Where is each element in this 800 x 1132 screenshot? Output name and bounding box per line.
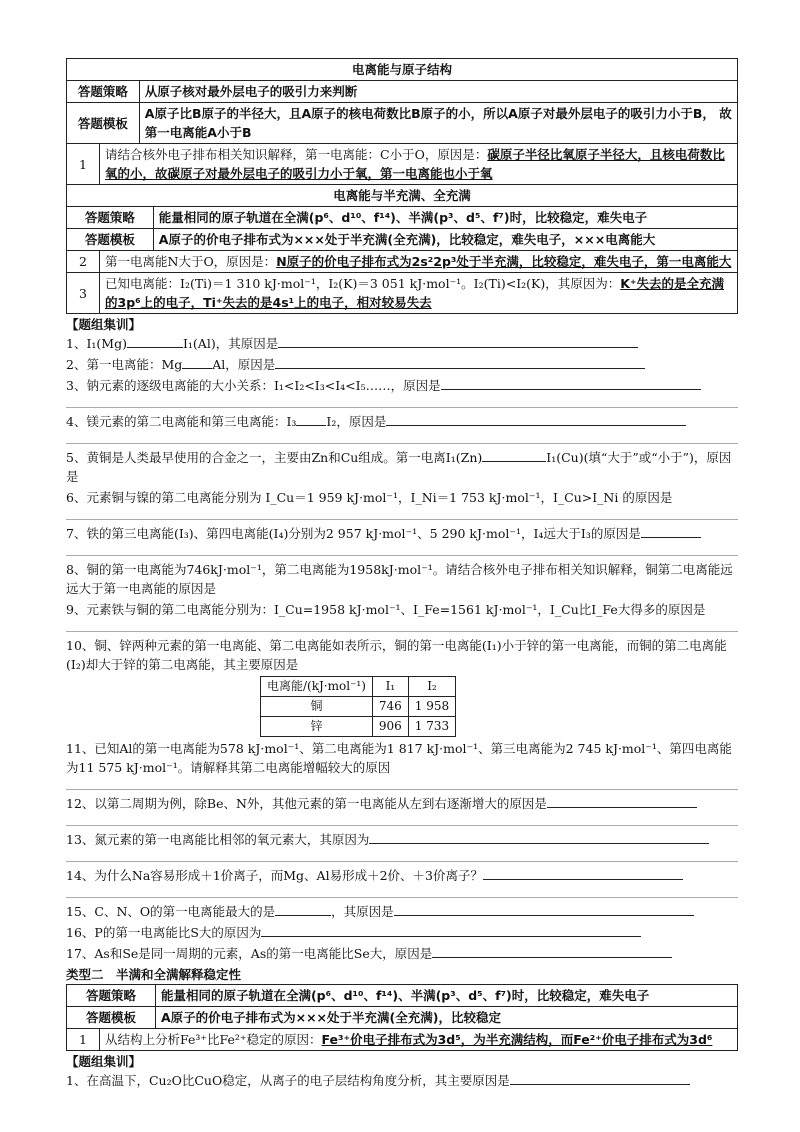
template-label: 答题模板 bbox=[67, 229, 154, 251]
answer-line[interactable] bbox=[66, 545, 738, 556]
question-15: 15、C、N、O的第一电离能最大的是 ，其原因是 bbox=[66, 902, 738, 921]
answer-line[interactable] bbox=[66, 509, 738, 520]
strategy-label: 答题策略 bbox=[67, 81, 140, 103]
answer-blank[interactable] bbox=[386, 412, 686, 426]
question-16: 16、P的第一电离能比S大的原因为 bbox=[66, 923, 738, 942]
example-answer: Fe³⁺价电子排布式为3d⁵，为半充满结构，而Fe²⁺价电子排布式为3d⁶ bbox=[321, 1032, 713, 1047]
table-cell: 锌 bbox=[261, 717, 373, 737]
section-table-half-full bbox=[66, 184, 738, 314]
example-cell bbox=[100, 273, 738, 314]
question-14: 14、为什么Na容易形成＋1价离子，而Mg、Al易形成＋2价、＋3价离子？ bbox=[66, 866, 738, 885]
answer-blank[interactable] bbox=[482, 448, 546, 462]
strategy-label: 答题策略 bbox=[67, 985, 156, 1007]
template-text: A原子的价电子排布式为×××处于半充满(全充满)，比较稳定 bbox=[155, 1007, 737, 1029]
question-9: 9、元素铁与铜的第二电离能分别为：I_Cu=1958 kJ·mol⁻¹、I_Fe=1561 kJ·mol⁻¹，I_Cu比I_Fe大得多的原因是 bbox=[66, 602, 706, 617]
example-answer: N原子的价电子排布式为2s²2p³处于半充满，比较稳定，难失电子，第一电离能大 bbox=[276, 254, 732, 269]
worksheet bbox=[66, 58, 738, 1090]
example-number: 2 bbox=[67, 251, 100, 273]
answer-blank[interactable] bbox=[641, 524, 701, 538]
table-cell: 746 bbox=[372, 697, 408, 717]
table-header: I₁ bbox=[372, 677, 408, 697]
example-number: 3 bbox=[67, 273, 100, 314]
answer-blank[interactable] bbox=[296, 412, 326, 426]
table-cell: 1 733 bbox=[408, 717, 455, 737]
question-4: 4、镁元素的第二电离能和第三电离能：I₃ I₂，原因是 bbox=[66, 412, 738, 431]
section-table-stability bbox=[66, 984, 738, 1051]
answer-blank[interactable] bbox=[432, 944, 672, 958]
question-17: 17、As和Se是同一周期的元素，As的第一电离能比Se大，原因是 bbox=[66, 944, 738, 963]
question-10: 10、铜、锌两种元素的第一电离能、第二电离能如表所示，铜的第一电离能(I₁)小于锌的第一电离能，而铜的第二电离能(I₂)却大于锌的第二电离能，其主要原因是 bbox=[66, 638, 727, 672]
question-5: 5、黄铜是人类最早使用的合金之一，主要由Zn和Cu组成。第一电离I₁(Zn) I₁(Cu)(填“大于”或“小于”)，原因是 bbox=[66, 450, 732, 484]
answer-line[interactable] bbox=[66, 397, 738, 408]
answer-blank[interactable] bbox=[510, 1071, 690, 1085]
answer-blank[interactable] bbox=[275, 355, 645, 369]
answer-blank[interactable] bbox=[369, 830, 709, 844]
answer-line[interactable] bbox=[66, 815, 738, 826]
strategy-text: 从原子核对最外层电子的吸引力来判断 bbox=[139, 81, 737, 103]
answer-blank[interactable] bbox=[278, 334, 638, 348]
table-cell: 1 958 bbox=[408, 697, 455, 717]
table-header: 电离能/(kJ·mol⁻¹) bbox=[261, 677, 373, 697]
example-cell bbox=[100, 1029, 738, 1051]
question-1: 1、I₁(Mg) I₁(Al)，其原因是 bbox=[66, 334, 738, 353]
example-answer: 碳原子半径比氧原子半径大，且核电荷数比氧的小，故碳原子对最外层电子的吸引力小于氧，第一电离能也小于氧 bbox=[105, 147, 725, 181]
answer-blank[interactable] bbox=[441, 376, 701, 390]
question-6: 6、元素铜与镍的第二电离能分别为 I_Cu＝1 959 kJ·mol⁻¹，I_Ni＝1 753 kJ·mol⁻¹，I_Cu>I_Ni 的原因是 bbox=[66, 490, 673, 505]
answer-blank[interactable] bbox=[261, 923, 641, 937]
question-11: 11、已知Al的第一电离能为578 kJ·mol⁻¹、第二电离能为1 817 kJ·mol⁻¹、第三电离能为2 745 kJ·mol⁻¹、第四电离能为11 575 kJ·mol⁻¹。请解释其第二电离能增幅较大的原因 bbox=[66, 741, 732, 775]
section-title: 电离能与半充满、全充满 bbox=[67, 185, 738, 207]
template-label: 答题模板 bbox=[67, 103, 140, 144]
table-header: I₂ bbox=[408, 677, 455, 697]
answer-blank[interactable] bbox=[275, 902, 331, 916]
final-question-1: 1、在高温下，Cu₂O比CuO稳定，从离子的电子层结构角度分析，其主要原因是 bbox=[66, 1071, 738, 1090]
answer-blank[interactable] bbox=[127, 334, 183, 348]
table-cell: 906 bbox=[372, 717, 408, 737]
strategy-text: 能量相同的原子轨道在全满(p⁶、d¹⁰、f¹⁴)、半满(p³、d⁵、f⁷)时，比较稳定，难失电子 bbox=[153, 207, 737, 229]
answer-line[interactable] bbox=[66, 621, 738, 632]
answer-blank[interactable] bbox=[182, 355, 212, 369]
question-2: 2、第一电离能：Mg Al，原因是 bbox=[66, 355, 738, 374]
template-text: A原子的价电子排布式为×××处于半充满(全充满)，比较稳定，难失电子，×××电离能大 bbox=[153, 229, 737, 251]
question-8: 8、铜的第一电离能为746kJ·mol⁻¹，第二电离能为1958kJ·mol⁻¹。请结合核外电子排布相关知识解释，铜第二电离能远远大于第一电离能的原因是 bbox=[66, 562, 733, 596]
template-text: A原子比B原子的半径大，且A原子的核电荷数比B原子的小，所以A原子对最外层电子的吸引力小于B， 故第一电离能A小于B bbox=[139, 103, 737, 144]
template-label: 答题模板 bbox=[67, 1007, 156, 1029]
strategy-text: 能量相同的原子轨道在全满(p⁶、d¹⁰、f¹⁴)、半满(p³、d⁵、f⁷)时，比较稳定，难失电子 bbox=[155, 985, 737, 1007]
answer-blank[interactable] bbox=[547, 794, 697, 808]
question-list bbox=[66, 334, 738, 963]
section-table-ionization-atomic-structure bbox=[66, 58, 738, 185]
question-3: 3、钠元素的逐级电离能的大小关系：I₁<I₂<I₃<I₄<I₅……，原因是 bbox=[66, 376, 738, 395]
example-cell bbox=[100, 251, 738, 273]
example-number: 1 bbox=[67, 144, 100, 185]
example-question: 从结构上分析Fe³⁺比Fe²⁺稳定的原因： bbox=[105, 1032, 322, 1047]
table-cell: 铜 bbox=[261, 697, 373, 717]
answer-line[interactable] bbox=[66, 433, 738, 444]
answer-blank[interactable] bbox=[394, 902, 694, 916]
answer-line[interactable] bbox=[66, 887, 738, 898]
type-two-title: 类型二 半满和全满解释稳定性 bbox=[66, 967, 242, 982]
question-12: 12、以第二周期为例，除Be、N外，其他元素的第一电离能从左到右逐渐增大的原因是 bbox=[66, 794, 738, 813]
example-answer: K⁺失去的是全充满的3p⁶上的电子，Ti⁺失去的是4s¹上的电子，相对较易失去 bbox=[105, 276, 725, 310]
ionization-data-table bbox=[260, 676, 456, 737]
example-question: 第一电离能N大于O，原因是： bbox=[105, 254, 277, 269]
question-7: 7、铁的第三电离能(I₃)、第四电离能(I₄)分别为2 957 kJ·mol⁻¹、5 290 kJ·mol⁻¹，I₄远大于I₃的原因是 bbox=[66, 524, 738, 543]
section-title: 电离能与原子结构 bbox=[67, 59, 738, 81]
question-13: 13、氮元素的第一电离能比相邻的氧元素大，其原因为 bbox=[66, 830, 738, 849]
group-title-2: 【题组集训】 bbox=[66, 1054, 142, 1069]
example-number: 1 bbox=[67, 1029, 100, 1051]
answer-line[interactable] bbox=[66, 851, 738, 862]
example-question: 已知电离能：I₂(Ti)＝1 310 kJ·mol⁻¹，I₂(K)＝3 051 kJ·mol⁻¹。I₂(Ti)<I₂(K)，其原因为： bbox=[105, 276, 621, 291]
group-title: 【题组集训】 bbox=[66, 317, 142, 332]
answer-blank[interactable] bbox=[483, 866, 683, 880]
answer-line[interactable] bbox=[66, 779, 738, 790]
example-cell bbox=[100, 144, 738, 185]
example-question: 请结合核外电子排布相关知识解释，第一电离能：C小于O，原因是： bbox=[105, 147, 488, 162]
strategy-label: 答题策略 bbox=[67, 207, 154, 229]
